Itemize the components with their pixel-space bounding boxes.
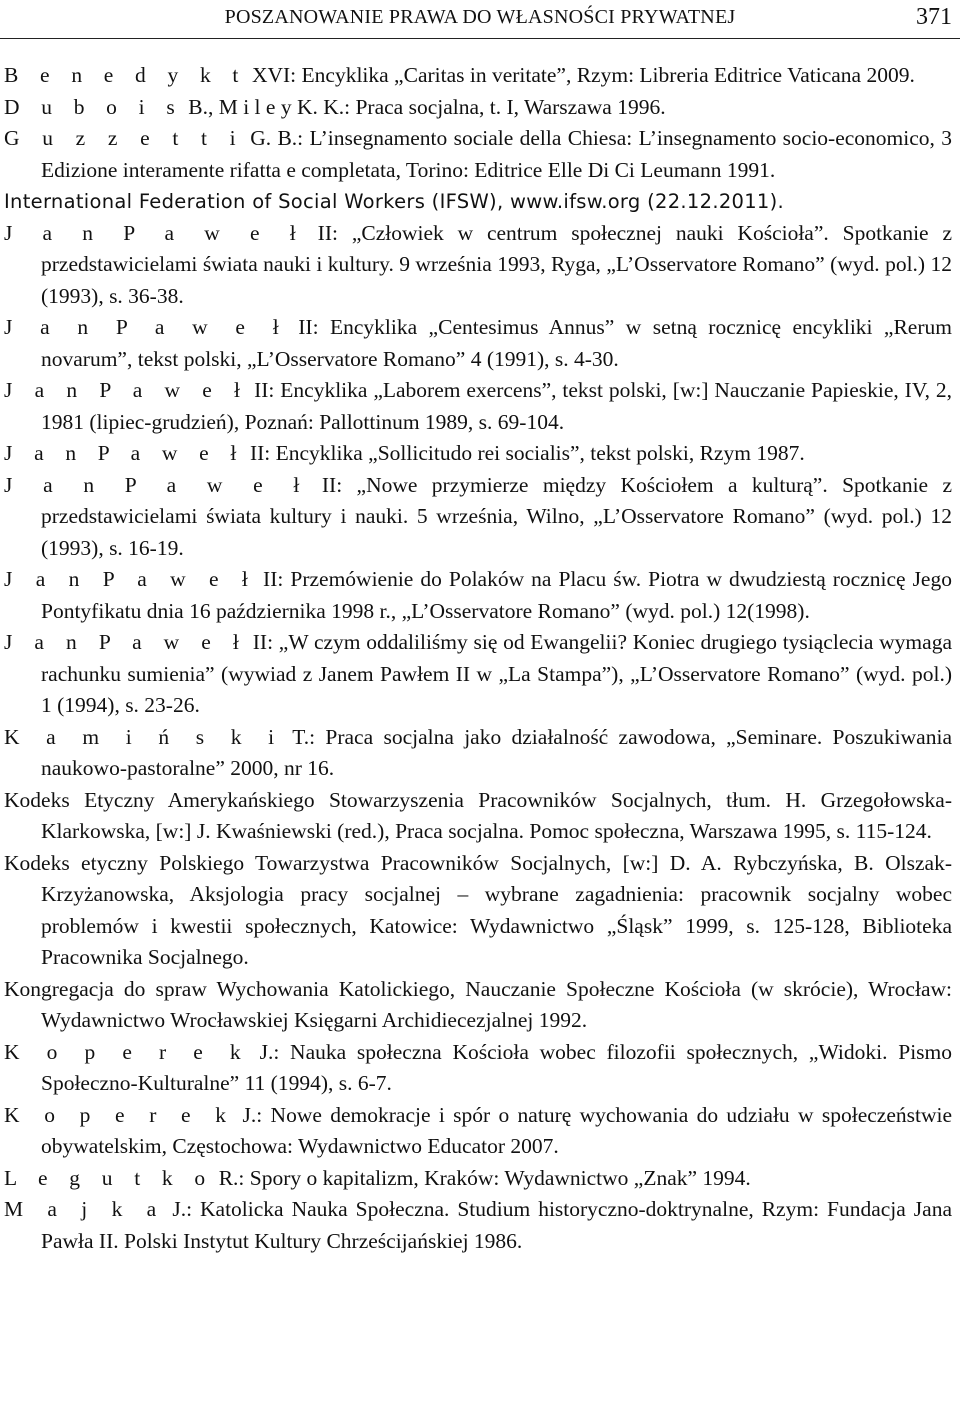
running-header-title: POSZANOWANIE PRAWA DO WŁASNOŚCI PRYWATNEJ: [224, 6, 736, 28]
reference-author: G u z z e t t i: [4, 126, 244, 150]
reference-author: K o p e r e k: [4, 1102, 235, 1127]
reference-text: International Federation of Social Workers (IFSW), www.ifsw.org (22.12.2011).: [4, 190, 785, 213]
reference-entry: [4, 470, 952, 565]
reference-author: K o p e r e k: [4, 1039, 249, 1064]
reference-text: G. B.: L’insegnamento sociale della Chiesa: L’insegnamento socio-economico, 3 Edizione interamente rifatta e completata, Torino: Editrice Elle Di Ci Leumann 1991.: [41, 126, 953, 182]
reference-author: M a j k a: [4, 1197, 165, 1221]
reference-text: II: „Człowiek w centrum społecznej nauki Kościoła”. Spotkanie z przedstawicielami świata nauki i kultury. 9 września 1993, Ryga, „L’Osservatore Romano” (wyd. pol.) 12 (1993), s. 36-38.: [41, 220, 952, 308]
reference-text: J.: Nauka społeczna Kościoła wobec filozofii społecznych, „Widoki. Pismo Społeczno-Kulturalne” 11 (1994), s. 6-7.: [41, 1039, 953, 1095]
reference-text: XVI: Encyklika „Caritas in veritate”, Rzym: Libreria Editrice Vaticana 2009.: [246, 63, 915, 87]
reference-author: J a n P a w e ł: [4, 472, 308, 497]
reference-entry: [4, 848, 952, 974]
reference-text: Kodeks Etyczny Amerykańskiego Stowarzyszenia Pracowników Socjalnych, tłum. H. Grzegołowska-Klarkowska, [w:] J. Kwaśniewski (red.), Praca socjalna. Pomoc społeczna, Warszawa 1995, s. 115-124.: [4, 787, 952, 843]
reference-entry: [4, 312, 952, 375]
reference-author: K a m i ń s k i: [4, 724, 283, 749]
reference-text: II: „Nowe przymierze między Kościołem a kulturą”. Spotkanie z przedstawicielami świata kultury i nauki. 5 września, Wilno, „L’Osservatore Romano” (wyd. pol.) 12 (1993), s. 16-19.: [41, 472, 952, 560]
running-header: [0, 0, 960, 38]
reference-entry: [4, 564, 952, 627]
reference-entry: [4, 974, 952, 1037]
reference-entry: [4, 1163, 952, 1195]
reference-text: J.: Nowe demokracje i spór o naturę wychowania do udziału w społeczeństwie obywatelskim, Częstochowa: Wydawnictwo Educator 2007.: [41, 1102, 952, 1158]
reference-text: II: Encyklika „Laborem exercens”, tekst polski, [w:] Nauczanie Papieskie, IV, 2, 1981 (lipiec-grudzień), Poznań: Pallottinum 1989, s. 69-104.: [41, 378, 952, 434]
reference-text: II: Encyklika „Centesimus Annus” w setną rocznicę encykliki „Rerum novarum”, tekst polski, „L’Osservatore Romano” 4 (1991), s. 4-30.: [41, 315, 952, 371]
page-number: 371: [916, 4, 952, 30]
reference-text: Kodeks etyczny Polskiego Towarzystwa Pracowników Socjalnych, [w:] D. A. Rybczyńska, B. Olszak-Krzyżanowska, Aksjologia pracy socjalnej – wybrane zagadnienia: pracownik socjalny wobec problemów i kwestii społecznych, Katowice: Wydawnictwo „Śląsk” 1999, s. 125-128, Biblioteka Pracownika Socjalnego.: [4, 850, 952, 969]
reference-author: L e g u t k o: [4, 1165, 214, 1190]
reference-text: T.: Praca socjalna jako działalność zawodowa, „Seminare. Poszukiwania naukowo-pastoralne” 2000, nr 16.: [41, 724, 952, 780]
reference-entry: [4, 218, 952, 313]
reference-text: J.: Katolicka Nauka Społeczna. Studium historyczno-doktrynalne, Rzym: Fundacja Jana Pawła II. Polski Instytut Kultury Chrześcijańskiej 1986.: [41, 1197, 952, 1253]
reference-entry: [4, 1037, 952, 1100]
reference-text: Kongregacja do spraw Wychowania Katolickiego, Nauczanie Społeczne Kościoła (w skrócie), Wrocław: Wydawnictwo Wrocławskiej Księgarni Archidiecezjalnej 1992.: [4, 976, 952, 1032]
reference-text: B., M i l e y K. K.: Praca socjalna, t. I, Warszawa 1996.: [182, 94, 666, 119]
reference-text: II: Encyklika „Sollicitudo rei socialis”, tekst polski, Rzym 1987.: [244, 441, 805, 465]
reference-text: II: Przemówienie do Polaków na Placu św. Piotra w dwudziestą rocznicę Jego Pontyfikatu dnia 16 października 1998 r., „L’Osservatore Romano” (wyd. pol.) 12(1998).: [41, 567, 952, 623]
reference-author: J a n P a w e ł: [4, 378, 249, 402]
reference-entry: [4, 92, 952, 124]
reference-text: R.: Spory o kapitalizm, Kraków: Wydawnictwo „Znak” 1994.: [213, 1165, 751, 1190]
reference-entry: [4, 627, 952, 722]
header-rule: [0, 38, 960, 39]
reference-author: B e n e d y k t: [4, 63, 247, 87]
reference-entry: [4, 785, 952, 848]
reference-entry: [4, 60, 952, 92]
reference-text: II: „W czym oddaliliśmy się od Ewangelii? Koniec drugiego tysiąclecia wymaga rachunku sumienia” (wywiad z Janem Pawłem II w „La Stampa”), „L’Osservatore Romano” (wyd. pol.) 1 (1994), s. 23-26.: [41, 630, 952, 717]
reference-entry: [4, 186, 952, 218]
reference-entry: [4, 375, 952, 438]
bibliography-list: [4, 60, 952, 1257]
reference-author: J a n P a w e ł: [4, 567, 257, 591]
reference-entry: [4, 722, 952, 785]
reference-author: J a n P a w e ł: [4, 630, 248, 654]
reference-entry: [4, 1100, 952, 1163]
reference-author: J a n P a w e ł: [4, 315, 287, 339]
reference-author: D u b o i s: [4, 94, 183, 119]
reference-entry: [4, 438, 952, 470]
reference-author: J a n P a w e ł: [4, 220, 304, 245]
reference-entry: [4, 123, 952, 186]
reference-entry: [4, 1194, 952, 1257]
reference-author: J a n P a w e ł: [4, 441, 245, 465]
